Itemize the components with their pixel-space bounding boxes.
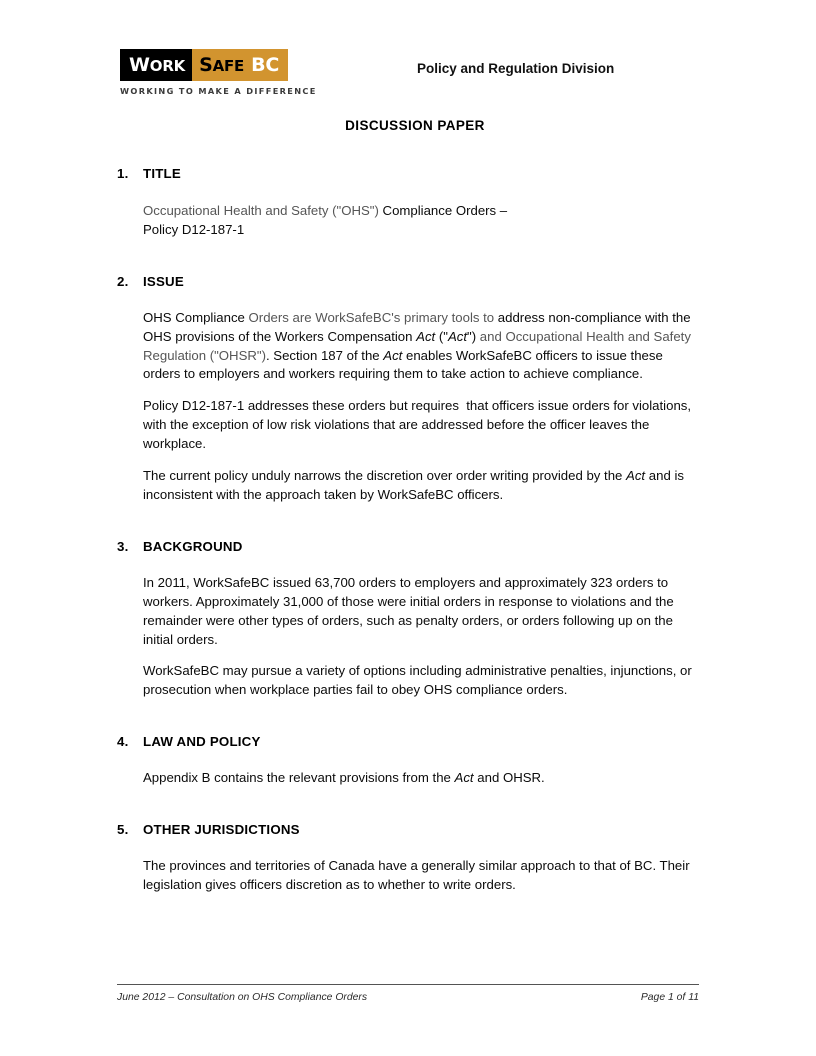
section-2-body: [143, 309, 699, 505]
paragraph: WorkSafeBC may pursue a variety of options including administrative penalties, injunctions, or prosecution when workplace parties fail to obey OHS compliance orders.: [143, 663, 692, 698]
footer-document-reference: June 2012 – Consultation on OHS Compliance Orders: [117, 992, 368, 1003]
footer-page-number: Page 1 of 11: [640, 992, 699, 1003]
section-label-5: OTHER JURISDICTIONS: [143, 822, 300, 838]
section-1-body: [143, 202, 699, 240]
section-title: [117, 166, 699, 240]
footer-divider: [117, 984, 699, 985]
worksafebc-logo: [120, 49, 317, 96]
logo-wordmark: [120, 49, 288, 81]
section-label-4: LAW AND POLICY: [143, 734, 261, 750]
paragraph: The current policy unduly narrows the discretion over order writing provided by the Act and is inconsistent with the approach taken by WorkSafeBC officers.: [143, 468, 684, 502]
logo-right-orange-block: [192, 49, 288, 81]
paragraph: Occupational Health and Safety ("OHS") Compliance Orders – Policy D12-187-1: [143, 202, 508, 237]
section-heading-1: [117, 166, 699, 182]
logo-word-work: WORK: [129, 53, 186, 76]
section-label-3: BACKGROUND: [143, 538, 243, 554]
logo-word-safe: SAFE: [199, 53, 245, 76]
section-heading-3: [117, 539, 699, 555]
section-number-5: 5.: [117, 822, 129, 838]
section-5-body: [143, 857, 699, 895]
logo-left-black-block: [120, 49, 192, 81]
logo-word-bc: BC: [251, 53, 280, 76]
section-label-2: ISSUE: [143, 273, 184, 289]
section-heading-4: [117, 734, 699, 750]
section-background: [117, 539, 699, 700]
document-type-heading: DISCUSSION PAPER: [345, 118, 485, 133]
paragraph: In 2011, WorkSafeBC issued 63,700 orders to employers and approximately 323 orders to workers. Approximately 31,000 of those were initial orders in response to violations and the remainder were other types of orders, such as penalty orders, or orders following up on the initial orders.: [143, 574, 674, 647]
section-law-and-policy: [117, 734, 699, 788]
footer-row: [117, 992, 699, 1003]
section-3-body: [143, 574, 699, 700]
section-heading-5: [117, 822, 699, 838]
logo-tagline: WORKING TO MAKE A DIFFERENCE: [120, 86, 317, 96]
section-issue: [117, 274, 699, 505]
section-number-1: 1.: [117, 166, 129, 181]
section-other-jurisdictions: [117, 822, 699, 895]
section-number-2: 2.: [117, 273, 129, 289]
section-label-1: TITLE: [143, 166, 181, 181]
document-body: [117, 166, 699, 895]
section-heading-2: [117, 274, 699, 290]
paragraph: Policy D12-187-1 addresses these orders but requires that officers issue orders for violations, with the exception of low risk violations that are addressed before the officer leaves the workplace.: [143, 398, 692, 452]
section-number-3: 3.: [117, 538, 129, 554]
paragraph: OHS Compliance Orders are WorkSafeBC's primary tools to address non-compliance with the OHS provisions of the Workers Compensation Act ("Act") and Occupational Health and Safety Regulation ("OHSR"). Section 187 of the Act enables WorkSafeBC officers to issue these orders to employers and workers requiring them to take action to achieve compliance.: [143, 309, 691, 382]
division-title: Policy and Regulation Division: [417, 61, 615, 76]
paragraph: The provinces and territories of Canada have a generally similar approach to that of BC. Their legislation gives officers discretion as to whether to write orders.: [143, 858, 690, 892]
paragraph: Appendix B contains the relevant provisions from the Act and OHSR.: [143, 770, 545, 786]
page-footer: [117, 984, 699, 1003]
page-header: [0, 0, 816, 110]
section-4-body: [143, 769, 699, 788]
section-number-4: 4.: [117, 734, 129, 750]
